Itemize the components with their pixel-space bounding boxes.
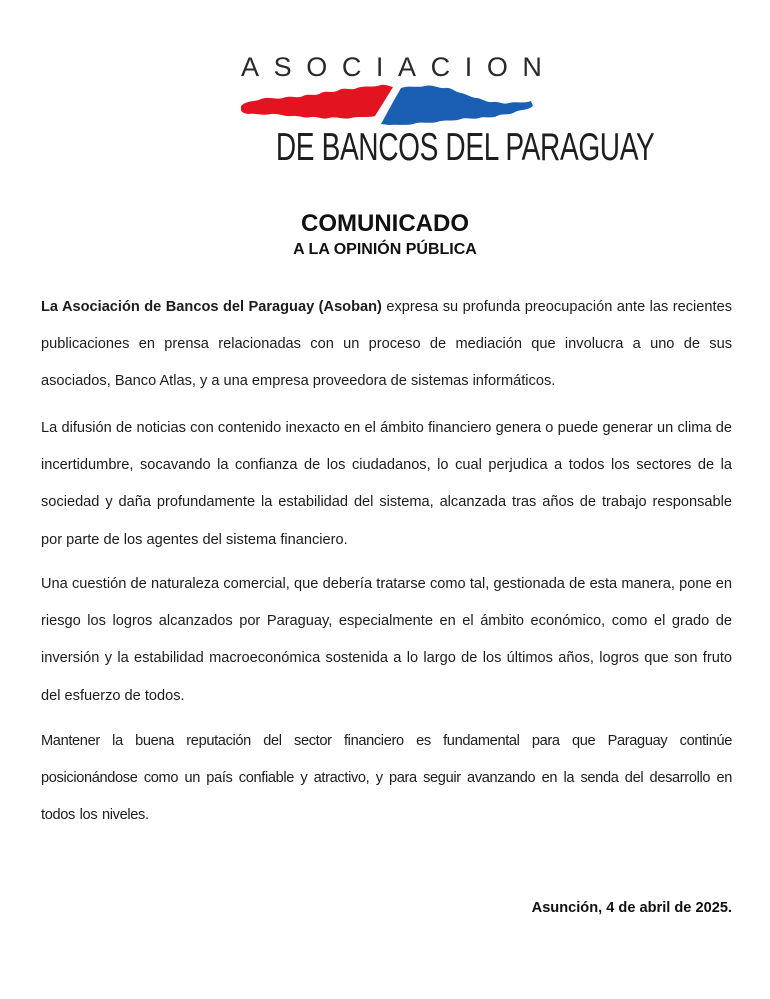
paragraph-1-text: expresa su profunda preocupación ante las recientes publicaciones en prensa relacionadas con un proceso de mediación que involucra a uno de sus asociados, Banco Atlas, y a una empresa proveedora de sistemas informáticos.: [41, 299, 732, 390]
logo-top-text: ASOCIACION: [241, 52, 557, 82]
place-and-date: Asunción, 4 de abril de 2025.: [531, 900, 732, 916]
paraguay-flag-wave-icon: [237, 82, 537, 128]
page-title: COMUNICADO: [301, 210, 469, 237]
paragraph-3-text: Una cuestión de naturaleza comercial, que debería tratarse como tal, gestionada de esta manera, pone en riesgo los logros alcanzados por Paraguay, especialmente en el ámbito económico, como el grado de inversión y la estabilidad macroeconómica sostenida a lo largo de los últimos años, logros que son fruto del esfuerzo de todos.: [41, 576, 732, 704]
paragraph-2: [41, 410, 732, 559]
paragraph-1: [41, 289, 732, 401]
paragraph-2-text: La difusión de noticias con contenido inexacto en el ámbito financiero genera o puede generar un clima de incertidumbre, socavando la confianza de los ciudadanos, lo cual perjudica a todos los sectores de la sociedad y daña profundamente la estabilidad del sistema, alcanzada tras años de trabajo responsable por parte de los agentes del sistema financiero.: [41, 420, 732, 548]
page-subtitle: A LA OPINIÓN PÚBLICA: [293, 241, 477, 258]
paragraph-4: [41, 723, 732, 835]
logo-bottom-text: DE BANCOS DEL PARAGUAY: [275, 126, 655, 169]
paragraph-4-text: Mantener la buena reputación del sector financiero es fundamental para que Paraguay continúe posicionándose como un país confiable y atractivo, y para seguir avanzando en la senda del desarrollo en todos los niveles.: [41, 733, 732, 824]
paragraph-3: [41, 566, 732, 715]
asoban-logo: [233, 50, 655, 169]
paragraph-1-lead: La Asociación de Bancos del Paraguay (Asoban): [41, 299, 382, 315]
